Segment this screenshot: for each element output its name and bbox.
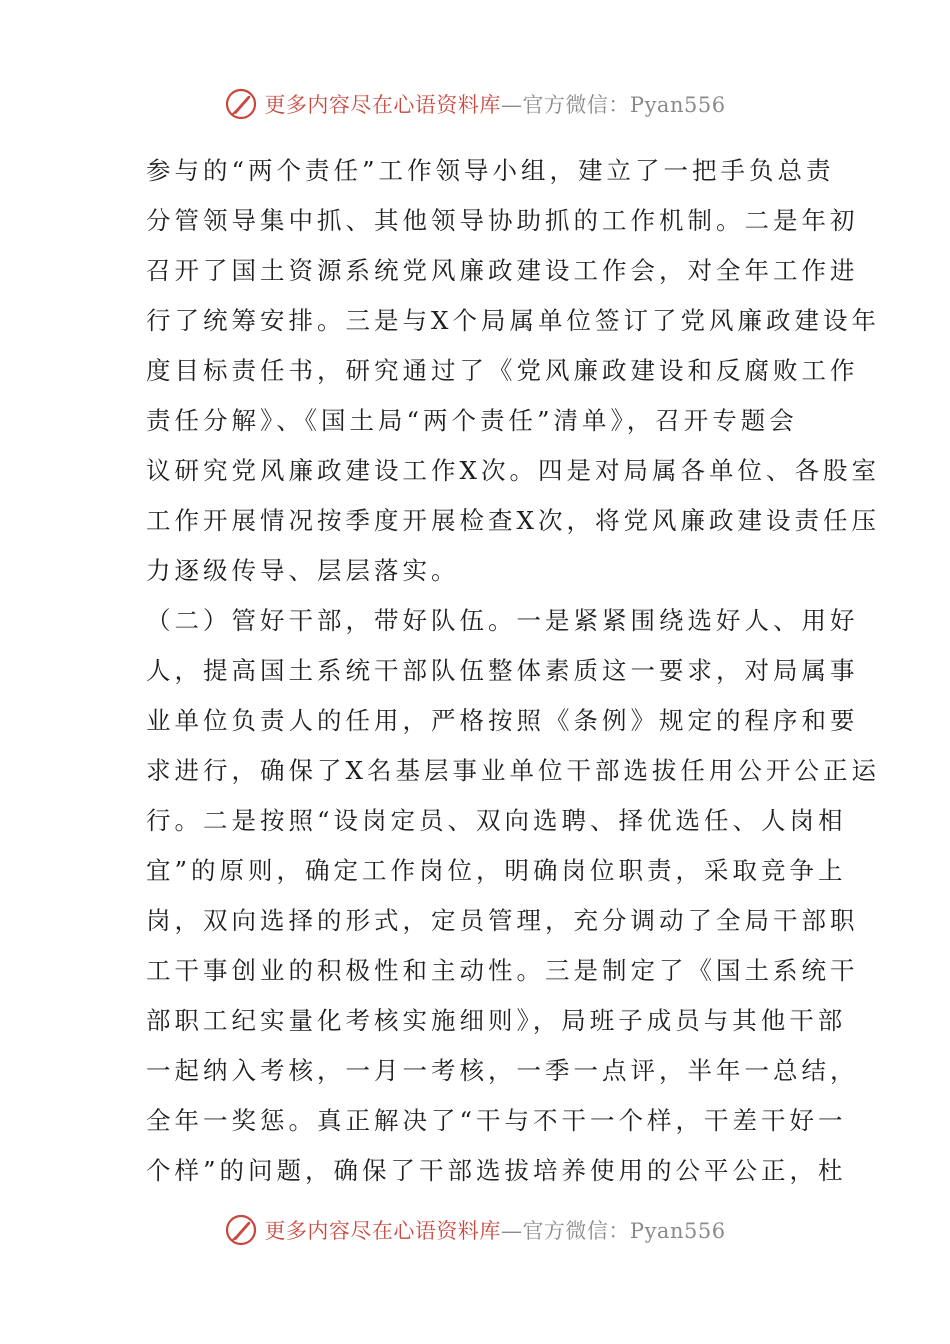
text-line: 参与的“两个责任”工作领导小组，建立了一把手负总责 xyxy=(146,156,835,185)
text-line: 召开了国土资源系统党风廉政建设工作会，对全年工作进 xyxy=(146,256,859,285)
watermark-contact: 官方微信：Pyan556 xyxy=(522,93,726,117)
text-line: 全年一奖惩。真正解决了“干与不干一个样，干差干好一 xyxy=(146,1106,847,1135)
document-body xyxy=(146,146,880,1196)
text-line: 宜”的原则，确定工作岗位，明确岗位职责，采取竞争上 xyxy=(146,856,847,885)
watermark-dash: — xyxy=(500,93,523,117)
text-line: 行。二是按照“设岗定员、双向选聘、择优选任、人岗相 xyxy=(146,806,847,835)
text-line: 人，提高国土系统干部队伍整体素质这一要求，对局属事 xyxy=(146,656,859,685)
text-line: （二）管好干部，带好队伍。一是紧紧围绕选好人、用好 xyxy=(146,606,859,635)
text-line: 个样”的问题，确保了干部选拔培养使用的公平公正，杜 xyxy=(146,1156,847,1185)
text-line: 度目标责任书，研究通过了《党风廉政建设和反腐败工作 xyxy=(146,356,859,385)
text-line: 业单位负责人的任用，严格按照《条例》规定的程序和要 xyxy=(146,706,859,735)
text-line: 力逐级传导、层层落实。 xyxy=(146,556,460,585)
quill-pen-icon xyxy=(224,1213,258,1247)
text-line: 求进行，确保了X名基层事业单位干部选拔任用公开公正运 xyxy=(146,756,880,785)
quill-pen-icon xyxy=(224,87,258,121)
watermark-brand: 更多内容尽在心语资料库 xyxy=(264,93,501,117)
text-line: 责任分解》、《国土局“两个责任”清单》，召开专题会 xyxy=(146,406,798,435)
text-line: 分管领导集中抓、其他领导协助抓的工作机制。二是年初 xyxy=(146,206,859,235)
watermark-text xyxy=(264,89,725,119)
footer-watermark xyxy=(0,1210,950,1250)
watermark-dash: — xyxy=(500,1219,523,1243)
text-line: 岗，双向选择的形式，定员管理，充分调动了全局干部职 xyxy=(146,906,859,935)
text-line: 一起纳入考核，一月一考核，一季一点评，半年一总结， xyxy=(146,1056,859,1085)
text-line: 议研究党风廉政建设工作X次。四是对局属各单位、各股室 xyxy=(146,456,880,485)
watermark-brand: 更多内容尽在心语资料库 xyxy=(264,1219,501,1243)
header-watermark xyxy=(0,84,950,124)
text-line: 工干事创业的积极性和主动性。三是制定了《国土系统干 xyxy=(146,956,859,985)
text-line: 工作开展情况按季度开展检查X次，将党风廉政建设责任压 xyxy=(146,506,880,535)
text-line: 行了统筹安排。三是与X个局属单位签订了党风廉政建设年 xyxy=(146,306,880,335)
watermark-text xyxy=(264,1215,725,1245)
text-line: 部职工纪实量化考核实施细则》，局班子成员与其他干部 xyxy=(146,1006,847,1035)
watermark-contact: 官方微信：Pyan556 xyxy=(522,1219,726,1243)
